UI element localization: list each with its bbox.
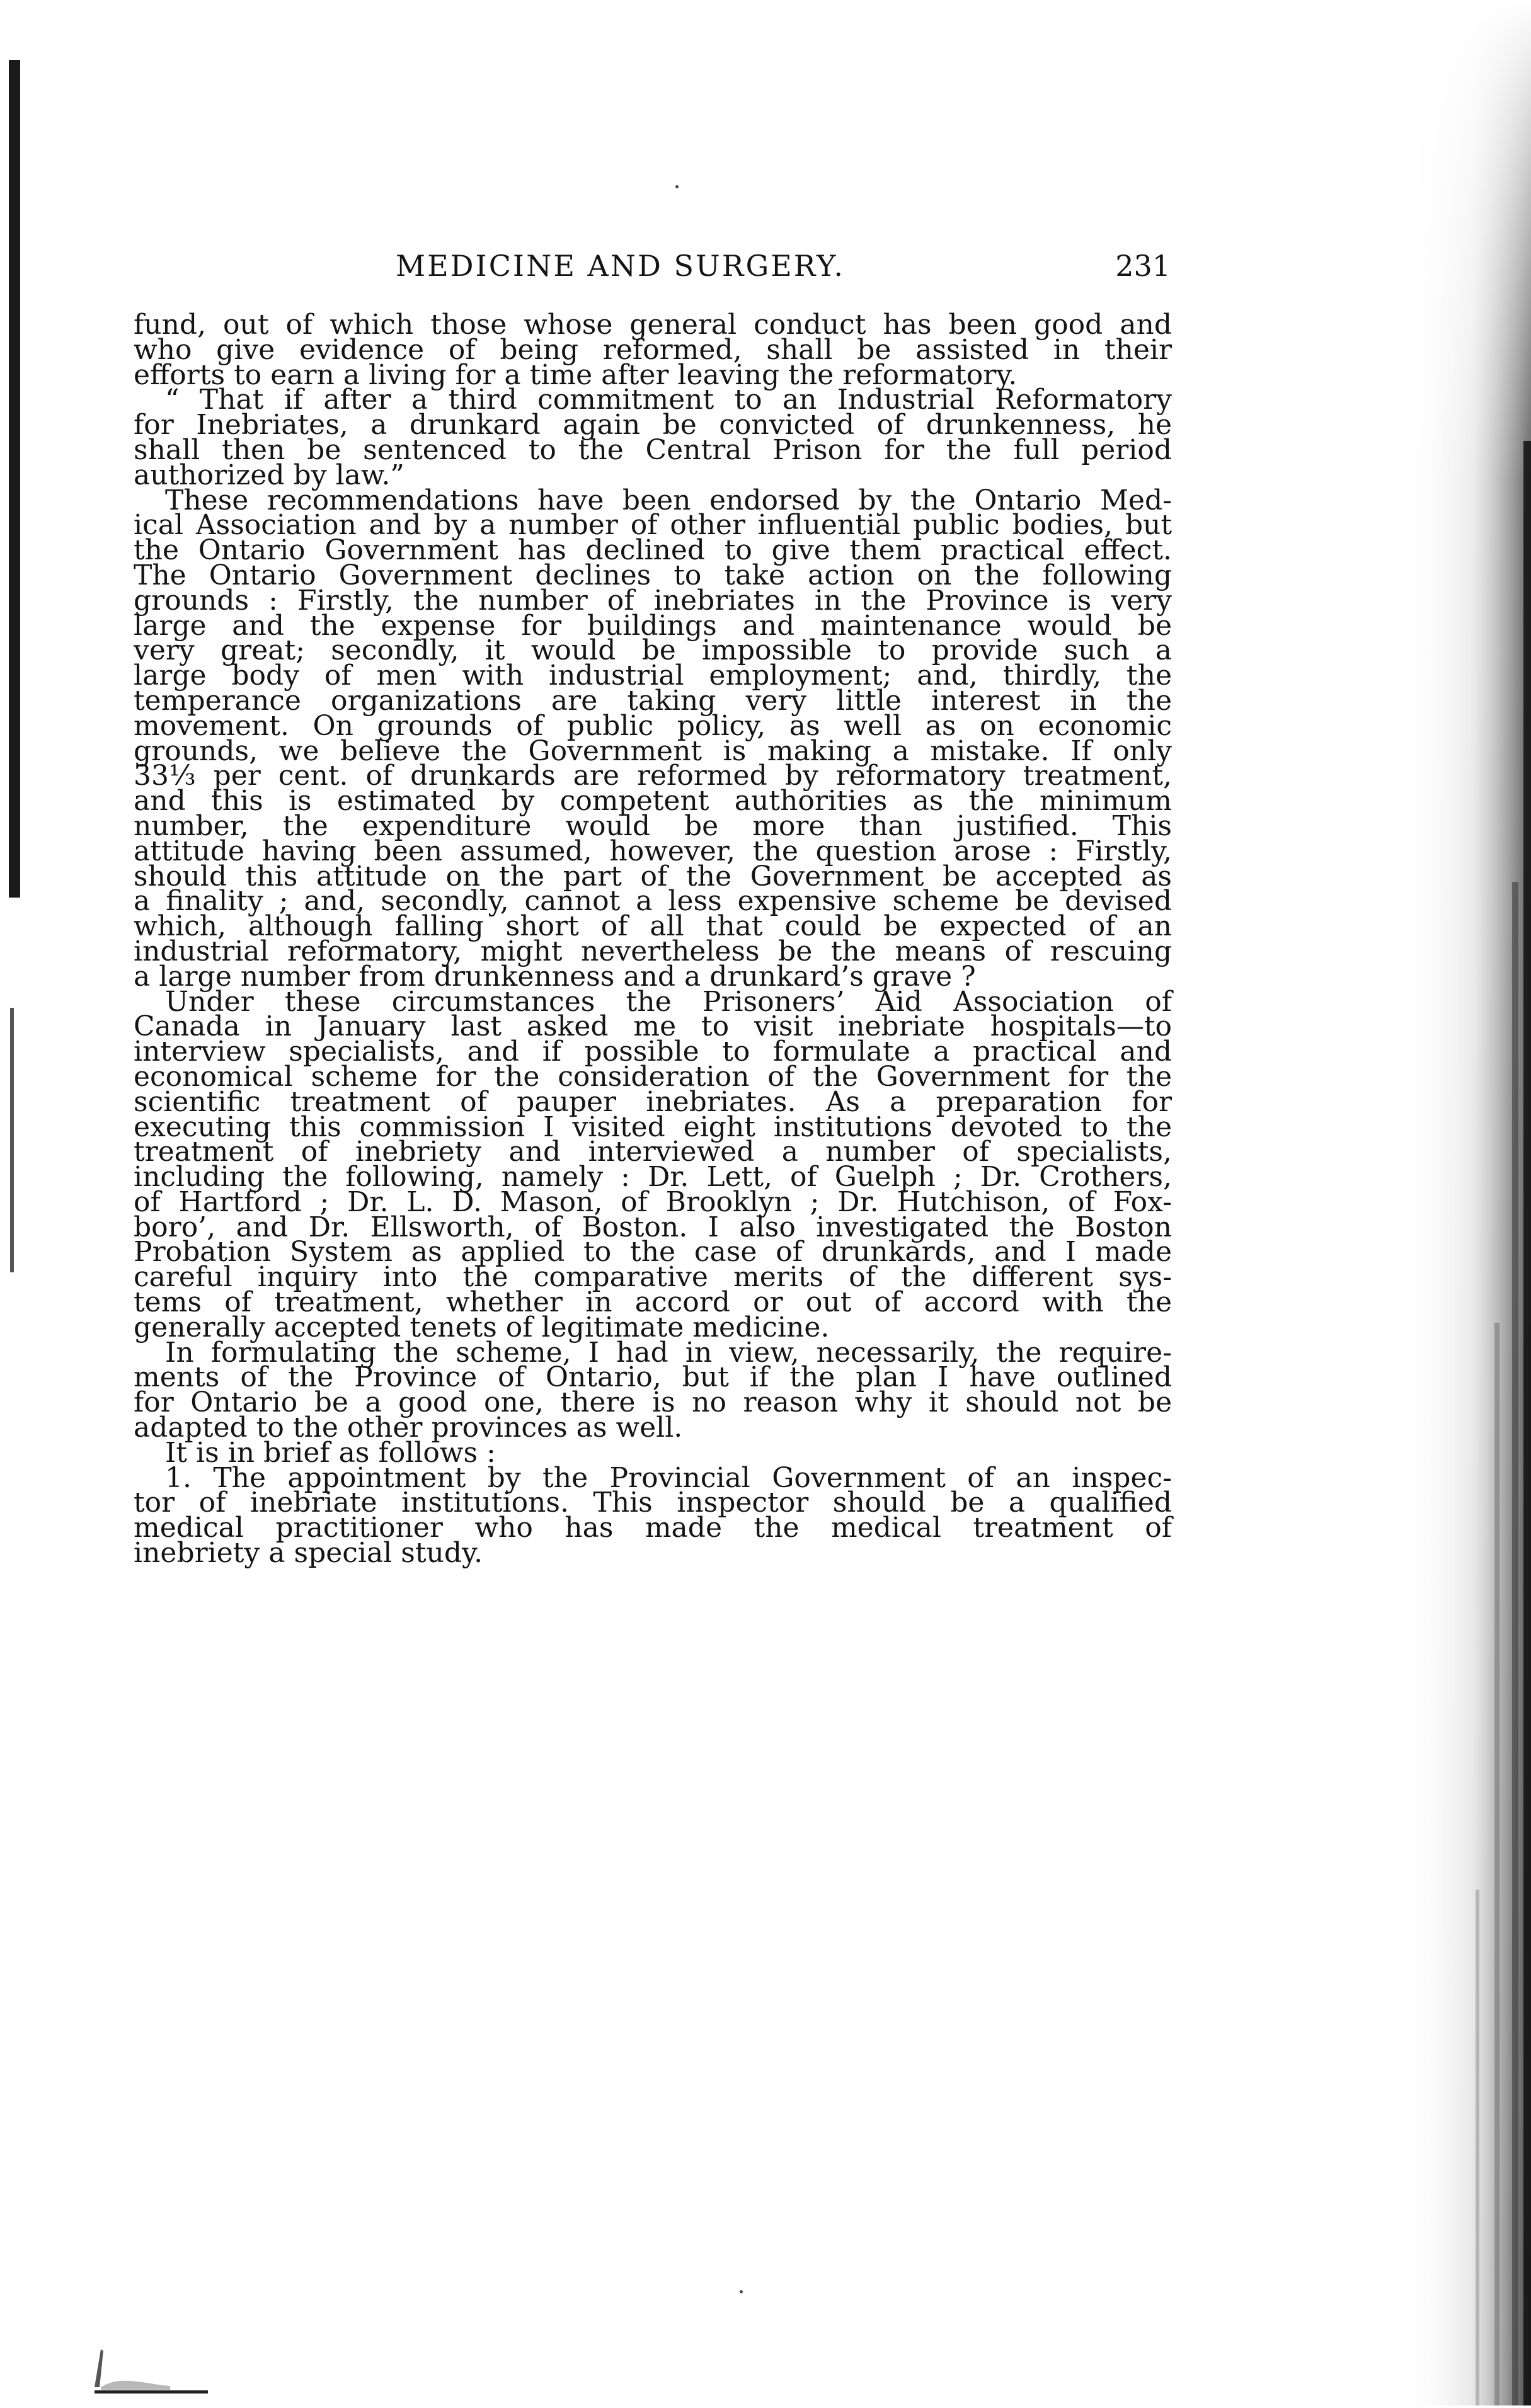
text-line: very great; secondly, it would be impossible to provide such a bbox=[134, 634, 1172, 667]
gutter-texture bbox=[1400, 0, 1531, 2405]
page-number: 231 bbox=[1115, 249, 1171, 283]
text-line: inebriety a special study. bbox=[134, 1537, 483, 1570]
text-line: Probation System as applied to the case of drunkards, and I made bbox=[134, 1236, 1172, 1269]
text-line: grounds, we believe the Government is making a mistake. If only bbox=[134, 734, 1172, 767]
running-title: MEDICINE AND SURGERY. bbox=[396, 249, 846, 283]
text-line: number, the expenditure would be more than justified. This bbox=[134, 809, 1172, 842]
text-line: temperance organizations are taking very little interest in the bbox=[134, 684, 1172, 717]
text-line: Under these circumstances the Prisoners’ Aid Association of bbox=[165, 985, 1172, 1018]
text-line: for Inebriates, a drunkard again be convicted of drunkenness, he bbox=[134, 409, 1172, 442]
text-line: the Ontario Government has declined to give them practical effect. bbox=[134, 534, 1172, 567]
text-line: and this is estimated by competent authorities as the minimum bbox=[134, 785, 1172, 818]
text-line: which, although falling short of all that could be expected of an bbox=[134, 910, 1172, 943]
text-line: authorized by law.” bbox=[134, 459, 404, 491]
text-line: movement. On grounds of public policy, as well as on economic bbox=[134, 709, 1172, 742]
text-line: a finality ; and, secondly, cannot a less expensive scheme be devised bbox=[134, 885, 1172, 918]
text-line: Canada in January last asked me to visit inebriate hospitals—to bbox=[134, 1010, 1172, 1043]
scan-dust-speck bbox=[740, 2290, 743, 2293]
text-line: In formulating the scheme, I had in view, necessarily, the require- bbox=[165, 1336, 1172, 1369]
body-text bbox=[134, 309, 1172, 1570]
text-line: The Ontario Government declines to take action on the following bbox=[134, 559, 1172, 591]
text-line: adapted to the other provinces as well. bbox=[134, 1412, 683, 1444]
text-line: for Ontario be a good one, there is no reason why it should not be bbox=[134, 1386, 1172, 1419]
text-line: scientific treatment of pauper inebriates. As a preparation for bbox=[134, 1085, 1172, 1118]
text-line: grounds : Firstly, the number of inebriates in the Province is very bbox=[134, 584, 1172, 617]
text-line: “ That if after a third commitment to an Industrial Reformatory bbox=[165, 384, 1172, 416]
scan-binding-edge-lower bbox=[10, 1008, 14, 1272]
text-line: of Hartford ; Dr. L. D. Mason, of Brooklyn ; Dr. Hutchison, of Fox- bbox=[134, 1185, 1172, 1218]
text-line: interview specialists, and if possible to formulate a practical and bbox=[134, 1036, 1172, 1068]
text-line: large and the expense for buildings and maintenance would be bbox=[134, 609, 1172, 642]
text-line: boro’, and Dr. Ellsworth, of Boston. I also investigated the Boston bbox=[134, 1211, 1172, 1243]
text-line: medical practitioner who has made the medical treatment of bbox=[134, 1512, 1172, 1544]
text-line: should this attitude on the part of the Government be accepted as bbox=[134, 860, 1172, 893]
scan-gutter-shadow bbox=[1400, 0, 1531, 2405]
text-line: including the following, namely : Dr. Lett, of Guelph ; Dr. Crothers, bbox=[134, 1161, 1172, 1194]
text-line: tor of inebriate institutions. This inspector should be a qualified bbox=[134, 1486, 1172, 1519]
text-line: It is in brief as follows : bbox=[165, 1436, 496, 1469]
text-line: efforts to earn a living for a time after leaving the reformatory. bbox=[134, 358, 1018, 391]
text-line: 33⅓ per cent. of drunkards are reformed by reformatory treatment, bbox=[134, 760, 1172, 792]
scan-smudge-mark bbox=[95, 2324, 208, 2394]
text-line: tems of treatment, whether in accord or out of accord with the bbox=[134, 1286, 1172, 1319]
text-line: 1. The appointment by the Provincial Government of an inspec- bbox=[165, 1461, 1172, 1494]
text-line: who give evidence of being reformed, shall be assisted in their bbox=[134, 333, 1172, 366]
text-line: attitude having been assumed, however, the question arose : Firstly, bbox=[134, 835, 1172, 867]
text-line: ments of the Province of Ontario, but if the plan I have outlined bbox=[134, 1361, 1172, 1394]
scan-dust-speck bbox=[675, 185, 679, 188]
text-line: treatment of inebriety and interviewed a number of specialists, bbox=[134, 1136, 1172, 1168]
text-line: shall then be sentenced to the Central Prison for the full period bbox=[134, 433, 1172, 466]
text-line: a large number from drunkenness and a drunkard’s grave ? bbox=[134, 960, 976, 993]
text-line: These recommendations have been endorsed by the Ontario Med- bbox=[165, 484, 1172, 516]
running-head bbox=[396, 247, 1171, 285]
text-line: executing this commission I visited eight institutions devoted to the bbox=[134, 1110, 1172, 1143]
scan-binding-edge bbox=[9, 60, 20, 898]
text-line: fund, out of which those whose general conduct has been good and bbox=[134, 309, 1172, 341]
text-line: industrial reformatory, might nevertheless be the means of rescuing bbox=[134, 935, 1172, 967]
text-line: generally accepted tenets of legitimate medicine. bbox=[134, 1311, 830, 1344]
text-line: economical scheme for the consideration of the Government for the bbox=[134, 1060, 1172, 1093]
text-line: careful inquiry into the comparative merits of the different sys- bbox=[134, 1261, 1172, 1294]
text-line: large body of men with industrial employment; and, thirdly, the bbox=[134, 659, 1172, 692]
text-line: ical Association and by a number of other influential public bodies, but bbox=[134, 509, 1172, 542]
